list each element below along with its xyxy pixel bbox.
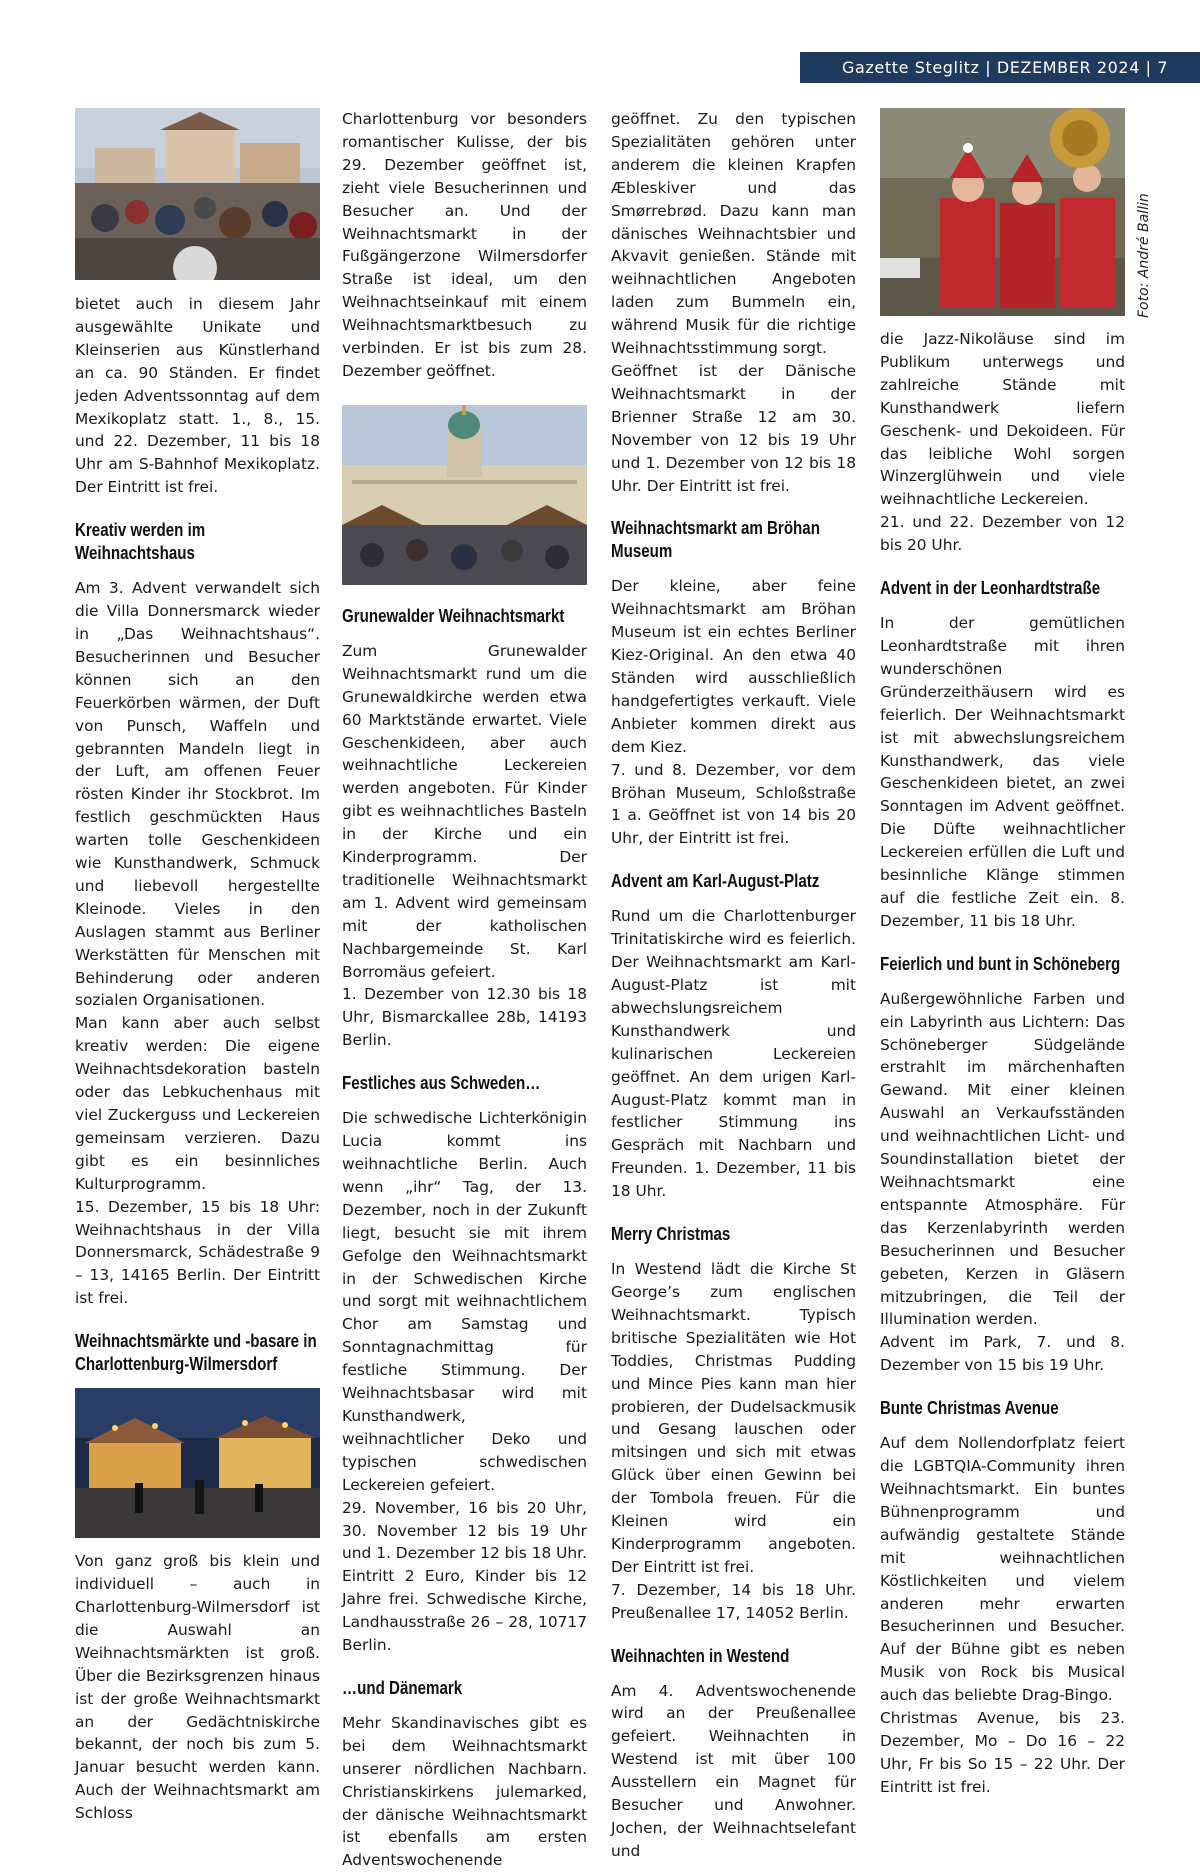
col4-paragraph-5: Advent im Park, 7. und 8. Dezember von 15 bis 19 Uhr. xyxy=(880,1333,1125,1375)
heading-schoeneberg: Feierlich und bunt in Schöneberg xyxy=(880,953,1121,974)
col3-paragraph-3: Der kleine, aber feine Weihnachtsmarkt am Bröhan Museum ist ein echtes Berliner Kiez-Original. An den etwa 40 Ständen wird ausschließlich handgefertigtes verkauft. Viele Anbieter kommen direkt aus dem Kiez. xyxy=(611,577,856,756)
heading-christmas-avenue: Bunte Christmas Avenue xyxy=(880,1398,1059,1419)
col3-paragraph-7: 7. Dezember, 14 bis 18 Uhr. Preußenallee 17, 14052 Berlin. xyxy=(611,1580,856,1622)
col4-paragraph-1: die Jazz-Nikoläuse sind im Publikum unterwegs und zahlreiche Stände mit Kunsthandwerk liefern Geschenk- und Dekoideen. Für das leibliche Wohl sorgen Winzerglühwein und viele weihnachtliche Leckereien. xyxy=(880,330,1125,509)
heading-schweden: Festliches aus Schweden… xyxy=(342,1073,541,1094)
col3-paragraph-4: 7. und 8. Dezember, vor dem Bröhan Museum, Schloßstraße 1 a. Geöffnet ist von 14 bis 20 Uhr, der Eintritt ist frei. xyxy=(611,760,856,848)
col1-paragraph-1: bietet auch in diesem Jahr ausgewählte Unikate und Kleinserien aus Künstlerhand an ca. 90 Ständen. Er findet jeden Adventssonntag auf dem Mexikoplatz statt. 1., 8., 15. und 22. Dezember, 11 bis 18 Uhr am S-Bahnhof Mexikoplatz. Der Eintritt ist frei. xyxy=(75,295,320,497)
col4-paragraph-6: Auf dem Nollendorfplatz feiert die LGBTQIA-Community ihren Weihnachtsmarkt. Ein buntes Bühnenprogramm und aufwändig gestaltete Stände mit weihnachtlichen Köstlichkeiten und vielem anderen mehr erwarten Besucherinnen und Besucher. Auf der Bühne gibt es neben Musik von Rock bis Musical auch das beliebte Drag-Bingo. xyxy=(880,1434,1125,1705)
heading-charlottenburg-wilmersdorf: Weihnachtsmärkte und -basare in Charlottenburg-Wilmersdorf xyxy=(75,1331,317,1375)
col2-paragraph-3: 1. Dezember von 12.30 bis 18 Uhr, Bismarckallee 28b, 14193 Berlin. xyxy=(342,985,587,1050)
col2-paragraph-4: Die schwedische Lichterkönigin Lucia kommt ins weihnachtliche Berlin. Auch wenn „ihr“ Tag, der 13. Dezember, noch in der Zukunft liegt, besucht sie mit ihrem Gefolge den Weihnachtsmarkt in der Schwedischen Kirche und sorgt mit weihnachtlichem Chor am Samstag und Sonntagnachmittag für festliche Stimmung. Der Weihnachtsbasar wird mit Kunsthandwerk, weihnachtlicher Deko und typischen schwedischen Leckereien gefeiert. xyxy=(342,1109,587,1494)
photo-mexikoplatz-market xyxy=(75,108,320,280)
col2-paragraph-1: Charlottenburg vor besonders romantischer Kulisse, der bis 29. Dezember geöffnet ist, zieht viele Besucherinnen und Besucher an. Und der Weihnachtsmarkt in der Fußgängerzone Wilmersdorfer Straße ist ideal, um den Weihnachtseinkauf mit einem Weihnachtsmarktbesuch zu verbinden. Er ist bis zum 28. Dezember geöffnet. xyxy=(342,110,587,380)
heading-weihnachtshaus: Kreativ werden im Weihnachtshaus xyxy=(75,520,206,564)
photo-charlottenburg-palace xyxy=(342,405,587,585)
photo-credit: Foto: André Ballin xyxy=(1136,193,1152,318)
page-header: Gazette Steglitz | DEZEMBER 2024 | 7 xyxy=(800,52,1200,83)
heading-broehan-museum: Weihnachtsmarkt am Bröhan Museum xyxy=(611,518,820,562)
column-3 xyxy=(611,108,856,1863)
heading-daenemark: …und Dänemark xyxy=(342,1677,463,1698)
col1-paragraph-5: Von ganz groß bis klein und individuell – auch in Charlottenburg-Wilmersdorf ist die Auswahl an Weihnachtsmärkten ist groß. Über die Bezirksgrenzen hinaus ist der große Weihnachtsmarkt an der Gedächtniskirche bekannt, der noch bis zum 5. Januar besucht werden kann. Auch der Weihnachtsmarkt am Schloss xyxy=(75,1552,320,1823)
photo-christmas-stalls-night xyxy=(75,1388,320,1538)
column-4 xyxy=(880,108,1125,1799)
col3-paragraph-1: geöffnet. Zu den typischen Spezialitäten gehören unter anderem die kleinen Krapfen Æbleskiver und das Smørrebrød. Dazu kann man dänisches Weihnachtsbier und Akvavit genießen. Stände mit weihnachtlichen Angeboten laden zum Bummeln ein, während Musik für die richtige Weihnachtsstimmung sorgt. xyxy=(611,110,856,358)
column-1 xyxy=(75,108,320,1825)
col3-paragraph-5: Rund um die Charlottenburger Trinitatiskirche wird es feierlich. Der Weihnachtsmarkt am Karl-August-Platz ist mit abwechslungsreichem Kunsthandwerk und kulinarischen Leckereien geöffnet. An dem urigen Karl-August-Platz kommt man in festlicher Stimmung ins Gespräch mit Nachbarn und Freunden. 1. Dezember, 11 bis 18 Uhr. xyxy=(611,907,856,1201)
col2-paragraph-2: Zum Grunewalder Weihnachtsmarkt rund um die Grunewaldkirche werden etwa 60 Marktstände erwartet. Viele Geschenkideen, aber auch weihnachtliche Leckereien werden angeboten. Für Kinder gibt es weihnachtliches Basteln in der Kirche und ein Kinderprogramm. Der traditionelle Weihnachtsmarkt am 1. Advent wird gemeinsam mit der katholischen Nachbargemeinde St. Karl Borromäus gefeiert. xyxy=(342,641,587,981)
col1-paragraph-4: 15. Dezember, 15 bis 18 Uhr: Weihnachtshaus in der Villa Donnersmarck, Schädestraße 9 – 13, 14165 Berlin. Der Eintritt ist frei. xyxy=(75,1197,320,1308)
heading-karl-august-platz: Advent am Karl-August-Platz xyxy=(611,871,820,892)
col4-paragraph-4: Außergewöhnliche Farben und ein Labyrinth aus Lichtern: Das Schöneberger Südgelände erstrahlt im märchenhaften Gewand. Mit einer kleinen Auswahl an Verkaufsständen und weihnachtlichen Licht- und Soundinstallation bietet der Weihnachtsmarkt eine entspannte Atmosphäre. Für das Kerzenlabyrinth werden Besucherinnen und Besucher gebeten, Kerzen in Gläsern mitzubringen, die Teil der Illumination werden. xyxy=(880,989,1125,1329)
col3-paragraph-8: Am 4. Adventswochenende wird an der Preußenallee gefeiert. Weihnachten in Westend ist mit über 100 Ausstellern ein Magnet für Besucher und Anwohner. Jochen, der Weihnachtselefant und xyxy=(611,1681,856,1860)
heading-merry-christmas: Merry Christmas xyxy=(611,1224,731,1245)
col3-paragraph-2: Geöffnet ist der Dänische Weihnachtsmarkt in der Brienner Straße 12 am 30. November von 12 bis 19 Uhr und 1. Dezember von 12 bis 18 Uhr. Der Eintritt ist frei. xyxy=(611,361,856,495)
col4-paragraph-3: In der gemütlichen Leonhardtstraße mit ihren wunderschönen Gründerzeithäusern wird es feierlich. Der Weihnachtsmarkt ist mit abwechslungsreichem Kunsthandwerk, das viele Geschenkideen bietet, an zwei Sonntagen im Advent geöffnet. Die Düfte weihnachtlicher Leckereien erfüllen die Luft und besinnliche Klänge stimmen auf die festliche Zeit ein. 8. Dezember, 11 bis 18 Uhr. xyxy=(880,614,1125,930)
heading-grunewald: Grunewalder Weihnachtsmarkt xyxy=(342,605,565,626)
column-2 xyxy=(342,108,587,1872)
heading-westend: Weihnachten in Westend xyxy=(611,1645,790,1666)
col2-paragraph-5: 29. November, 16 bis 20 Uhr, 30. November 12 bis 19 Uhr und 1. Dezember 12 bis 18 Uhr. Eintritt 2 Euro, Kinder bis 12 Jahre frei. Schwedische Kirche, Landhausstraße 26 – 28, 10717 Berlin. xyxy=(342,1498,587,1655)
col1-paragraph-2: Am 3. Advent verwandelt sich die Villa Donnersmarck wieder in „Das Weihnachtshaus“. Besucherinnen und Besucher können sich an den Feuerkörben wärmen, der Duft von Punsch, Waffeln und gebrannten Mandeln liegt in der Luft, am offenen Feuer rösten Kinder ihr Stockbrot. Im festlich geschmückten Haus warten tolle Geschenkideen wie Kunsthandwerk, Schmuck und liebevoll hergestellte Kleinode. Vieles in den Auslagen stammt aus Berliner Werkstätten für Menschen mit Behinderung oder anderen sozialen Organisationen. xyxy=(75,579,320,1010)
col3-paragraph-6: In Westend lädt die Kirche St George’s zum englischen Weihnachtsmarkt. Typisch britische Spezialitäten wie Hot Toddies, Christmas Pudding und Mince Pies kann man hier probieren, der Dudelsackmusik und Gesang lauschen oder mitsingen und sich mit etwas Glück über einen Gewinn bei der Tombola freuen. Für die Kleinen wird ein Kinderprogramm angeboten. Der Eintritt ist frei. xyxy=(611,1260,856,1576)
col1-paragraph-3: Man kann aber auch selbst kreativ werden: Die eigene Weihnachtsdekoration basteln oder das Lebkuchenhaus mit viel Zuckerguss und Leckereien gemeinsam verzieren. Dazu gibt es ein besinnliches Kulturprogramm. xyxy=(75,1014,320,1193)
col4-paragraph-2: 21. und 22. Dezember von 12 bis 20 Uhr. xyxy=(880,513,1125,555)
photo-jazz-nikolaeuse xyxy=(880,108,1125,316)
heading-leonhardtstrasse: Advent in der Leonhardtstraße xyxy=(880,578,1101,599)
col2-paragraph-6: Mehr Skandinavisches gibt es bei dem Weihnachtsmarkt unserer nördlichen Nachbarn. Christianskirkens julemarked, der dänische Weihnachtsmarkt ist ebenfalls am ersten Adventswochenende xyxy=(342,1713,587,1870)
col4-paragraph-7: Christmas Avenue, bis 23. Dezember, Mo – Do 16 – 22 Uhr, Fr bis So 15 – 22 Uhr. Der Eintritt ist frei. xyxy=(880,1709,1125,1796)
